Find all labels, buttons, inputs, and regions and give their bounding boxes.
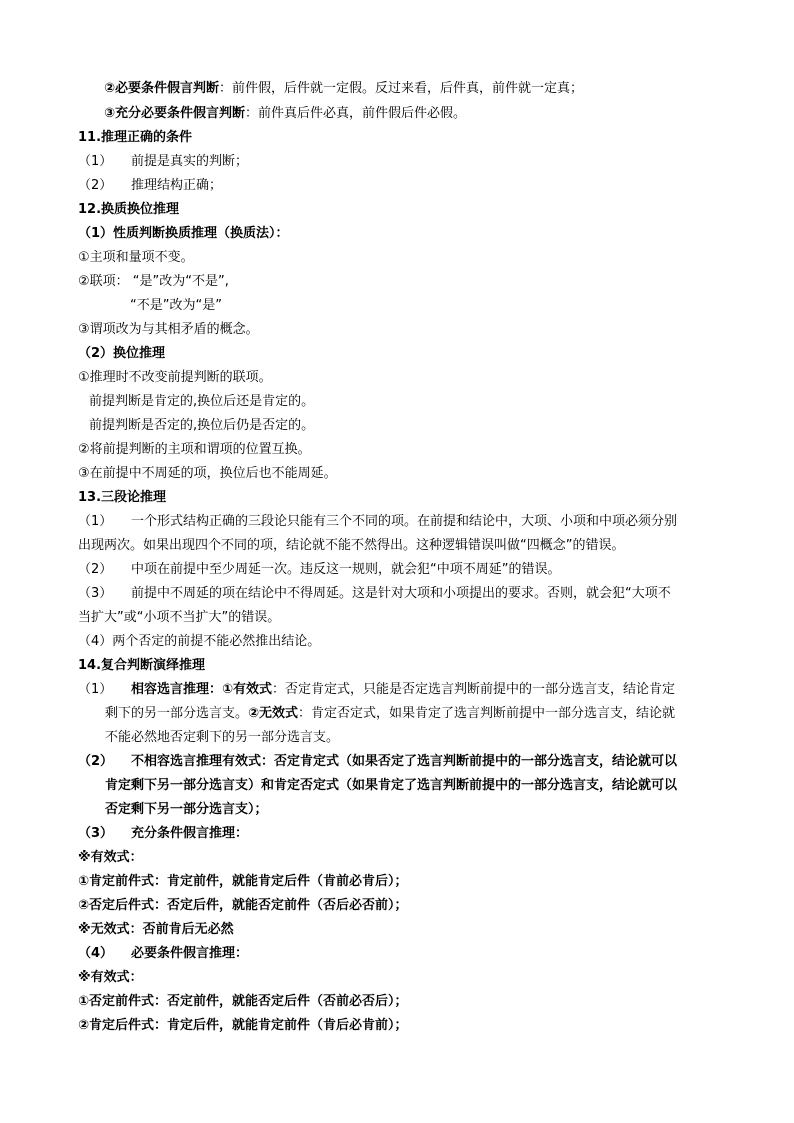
list-item: （4）两个否定的前提不能必然推出结论。 xyxy=(78,634,321,649)
item-number: （1） xyxy=(78,514,113,529)
list-item: “不是”改为“是” xyxy=(130,298,222,313)
item-number: （3） xyxy=(78,826,114,841)
definition-text: ：前件真后件必真，前件假后件必假。 xyxy=(245,106,467,121)
section-13-heading: 13.三段论推理 xyxy=(78,490,167,505)
list-item xyxy=(78,824,248,844)
list-item: ※有效式： xyxy=(78,850,143,865)
term-incompatible-disjunctive: 不相容选言推理有效式 xyxy=(131,754,262,769)
item-text: 充分条件假言推理： xyxy=(131,826,249,841)
item-text: 中项在前提中至少周延一次。违反这一规则，就会犯“中项不周延”的错误。 xyxy=(131,562,561,577)
list-item-continuation: 不能必然地否定剩下的另一部分选言支。 xyxy=(105,730,340,745)
section-12-heading: 12.换质换位推理 xyxy=(78,202,180,217)
list-item xyxy=(78,176,222,196)
list-item: 前提判断是肯定的,换位后还是肯定的。 xyxy=(89,394,315,409)
item-text: 推理结构正确； xyxy=(131,178,223,193)
subsection-heading: （2）换位推理 xyxy=(78,346,166,361)
item-number: （1） xyxy=(78,154,113,169)
item-text: ：肯定否定式，如果肯定了选言判断前提中一部分选言支，结论就 xyxy=(298,706,676,721)
list-item-continuation xyxy=(105,704,675,724)
item-number: （1） xyxy=(78,682,113,697)
list-item: ①否定前件式：否定前件，就能否定后件（否前必否后）； xyxy=(78,994,408,1009)
list-item xyxy=(78,584,671,604)
definition-text: ：前件假，后件就一定假。反过来看，后件真，前件就一定真； xyxy=(219,81,584,96)
list-item: ※无效式：否前肯后无必然 xyxy=(78,922,234,937)
item-text: 前提中不周延的项在结论中不得周延。这是针对大项和小项提出的要求。否则，就会犯“大项不 xyxy=(131,586,671,601)
list-item xyxy=(78,512,677,532)
item-text: 剩下的另一部分选言支。 xyxy=(105,706,249,721)
list-item xyxy=(78,944,248,964)
term-compatible-disjunctive: 相容选言推理：①有效式 xyxy=(131,682,273,697)
list-item: ①主项和量项不变。 xyxy=(78,250,194,265)
term-sufficient-necessary: ③充分必要条件假言判断 xyxy=(104,106,246,121)
term-invalid-form: ②无效式 xyxy=(248,706,299,721)
list-item-continuation: 否定剩下另一部分选言支）； xyxy=(105,802,268,817)
list-item: ①肯定前件式：肯定前件，就能肯定后件（肯前必肯后）； xyxy=(78,874,408,889)
list-item: ②联项： “是”改为“不是”, xyxy=(78,274,229,289)
subsection-heading: （1）性质判断换质推理（换质法）： xyxy=(78,226,289,241)
term-necessary-condition: ②必要条件假言判断 xyxy=(104,81,220,96)
list-item: ①推理时不改变前提判断的联项。 xyxy=(78,370,272,385)
list-item xyxy=(78,752,677,772)
list-item: ②否定后件式：否定后件，就能否定前件（否后必否前）； xyxy=(78,898,408,913)
list-item: ③在前提中不周延的项，换位后也不能周延。 xyxy=(78,466,337,481)
list-item-continuation: 肯定剩下另一部分选言支）和肯定否定式（如果肯定了选言判断前提中的一部分选言支，结论就可以 xyxy=(105,778,678,793)
list-item xyxy=(78,560,560,580)
item-text: ：否定肯定式，只能是否定选言判断前提中的一部分选言支，结论肯定 xyxy=(272,682,676,697)
item-number: （4） xyxy=(78,946,114,961)
item-number: （2） xyxy=(78,178,113,193)
list-item: ②肯定后件式：肯定后件，就能肯定前件（肯后必肯前）； xyxy=(78,1018,408,1033)
list-item xyxy=(78,152,248,172)
sufficient-necessary-line xyxy=(104,104,466,124)
list-item: ③谓项改为与其相矛盾的概念。 xyxy=(78,322,259,337)
list-item: 前提判断是否定的,换位后仍是否定的。 xyxy=(89,418,315,433)
item-number: （2） xyxy=(78,754,114,769)
list-item-continuation: 出现两次。如果出现四个不同的项，结论就不能不然得出。这种逻辑错误叫做“四概念”的错误。 xyxy=(78,538,625,553)
item-text: 必要条件假言推理： xyxy=(131,946,249,961)
list-item: ※有效式： xyxy=(78,970,143,985)
section-14-heading: 14.复合判断演绎推理 xyxy=(78,658,206,673)
list-item-continuation: 当扩大”或“小项不当扩大”的错误。 xyxy=(78,610,281,625)
item-number: （2） xyxy=(78,562,113,577)
section-11-heading: 11.推理正确的条件 xyxy=(78,130,193,145)
item-text: 前提是真实的判断； xyxy=(131,154,249,169)
item-text: 一个形式结构正确的三段论只能有三个不同的项。在前提和结论中，大项、小项和中项必须分别 xyxy=(131,514,678,529)
list-item xyxy=(78,680,675,700)
item-text: ：否定肯定式 xyxy=(261,754,340,769)
list-item: ②将前提判断的主项和谓项的位置互换。 xyxy=(78,442,311,457)
item-text: （如果否定了选言判断前提中的一部分选言支，结论就可以 xyxy=(339,754,678,769)
necessary-condition-line xyxy=(104,79,583,99)
item-number: （3） xyxy=(78,586,113,601)
